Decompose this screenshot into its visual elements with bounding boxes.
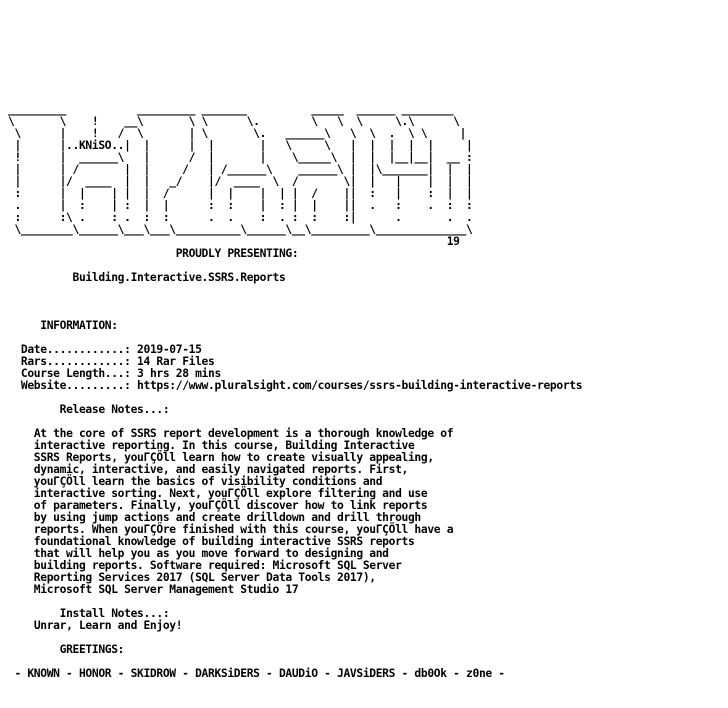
presenting-line: PROUDLY PRESENTING: (8, 247, 299, 260)
install-notes-body: Unrar, Learn and Enjoy! (33, 619, 183, 632)
info-length-value: 3 hrs 28 mins (137, 367, 221, 380)
info-website-label: Website.........: (20, 379, 131, 392)
info-rars-label: Rars............: (20, 355, 131, 368)
greetings-list: - KNOWN - HONOR - SKIDROW - DARKSiDERS - DAUDiO - JAVSiDERS - db0Ok - z0ne - (8, 667, 505, 680)
ascii-art-banner: _________ _________ _______ _____ ______ ________ \ \ ! __\ \ \ \. \ \ \ \.\ \ \ | ! / \ | \ \. ______\ \ \ . \ \ | | |..KNiSO..| | | | | \ \ | | | | | | ! | ______\ | / | | \_____\ | | |__|__| __ : | | / | | / | /______\ ______\ | |\_______| | | | |/ ____ | | _/ |/ ____ \ / \| | | | | | : | | | | | / | | | | | / || : | : | | . | : | : | | : : | : | | || . : . : : : :\ . : . : : . . : . : : :| . . . \________\______\___\___\__________\______\__\_________\______________\ 19 (8, 103, 473, 248)
info-date-label: Date............: (20, 343, 131, 356)
information-header: INFORMATION: (40, 319, 118, 332)
release-notes-body: At the core of SSRS report development is a thorough knowledge of interactive reporting. In this course, Building Interactive SSRS Reports, youΓÇÖll learn how to create visually appealing, dynamic, interactive, and easily navigated reports. First, youΓÇÖll learn the basics of visibility conditions and interactive sorting. Next, youΓÇÖll explore filtering and use of parameters. Finally, youΓÇÖll discover how to link reports by using jump actions and create drilldown and drill through reports. When youΓÇÖre finished with this course, youΓÇÖll have a foundational knowledge of building interactive SSRS reports that will help you as you move forward to designing and building reports. Software required: Microsoft SQL Server Reporting Services 2017 (SQL Server Data Tools 2017), Microsoft SQL Server Management Studio 17 (33, 427, 454, 596)
release-name: Building.Interactive.SSRS.Reports (72, 271, 286, 284)
release-notes-header: Release Notes...: (59, 403, 170, 416)
info-website-value: https://www.pluralsight.com/courses/ssrs-building-interactive-reports (137, 379, 583, 392)
info-rars-value: 14 Rar Files (137, 355, 215, 368)
info-date-value: 2019-07-15 (137, 343, 202, 356)
nfo-text (8, 8, 582, 680)
greetings-header: GREETINGS: (59, 643, 125, 656)
info-length-label: Course Length...: (20, 367, 131, 380)
install-notes-header: Install Notes...: (59, 607, 170, 620)
